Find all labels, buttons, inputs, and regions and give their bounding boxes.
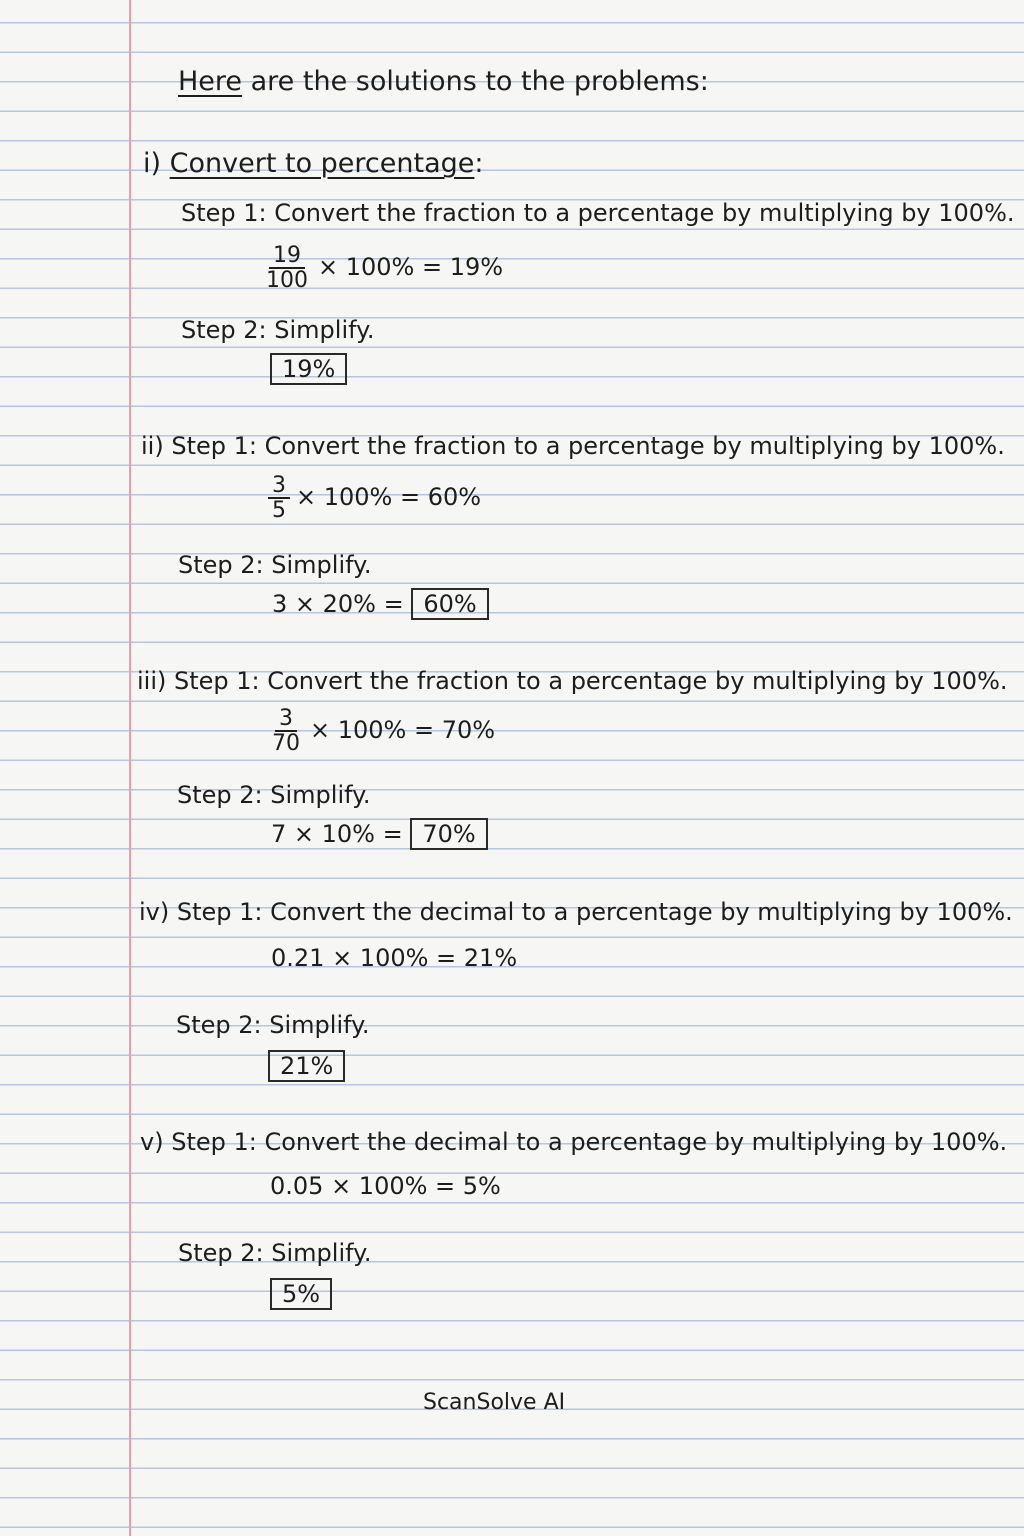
problem-2-fraction xyxy=(268,474,290,522)
problem-3-simplify-expression: 7 × 10% = xyxy=(271,820,403,848)
problem-3-label: iii) xyxy=(137,667,167,695)
footer-brand: ScanSolve AI xyxy=(423,1390,566,1415)
problem-2-denominator: 5 xyxy=(272,498,286,524)
problem-2-simplify-row xyxy=(272,590,489,618)
problem-2-step1: Step 1: Convert the fraction to a percentage by multiplying by 100%. xyxy=(171,432,1005,460)
problem-1-label: i) xyxy=(143,148,162,179)
problem-3-step1-row xyxy=(137,667,1008,695)
problem-4-answer: 21% xyxy=(268,1050,345,1082)
problem-4-label: iv) xyxy=(139,898,170,926)
problem-4-calculation: 0.21 × 100% = 21% xyxy=(271,944,518,972)
problem-1-denominator: 100 xyxy=(266,268,308,294)
problem-1-answer: 19% xyxy=(270,353,347,385)
problem-1-subtitle: Convert to percentage xyxy=(169,148,475,179)
problem-1-subtitle-colon: : xyxy=(474,148,484,179)
problem-5-answer: 5% xyxy=(270,1278,332,1310)
problem-2-step2: Step 2: Simplify. xyxy=(178,551,372,579)
problem-1-answer-row xyxy=(270,355,347,383)
problem-1-calculation xyxy=(262,244,503,292)
problem-5-step1: Step 1: Convert the decimal to a percentage by multiplying by 100%. xyxy=(171,1128,1008,1156)
problem-1-calc-expression: × 100% = 19% xyxy=(318,253,504,282)
margin-line xyxy=(129,0,131,1536)
problem-3-answer: 70% xyxy=(410,818,487,850)
problem-5-calculation: 0.05 × 100% = 5% xyxy=(270,1172,501,1200)
problem-1-step1: Step 1: Convert the fraction to a percentage by multiplying by 100%. xyxy=(181,199,1015,227)
problem-2-calc-expression: × 100% = 60% xyxy=(296,483,482,512)
problem-3-calc-expression: × 100% = 70% xyxy=(310,716,496,745)
problem-3-fraction xyxy=(268,707,304,755)
title-underlined-word: Here xyxy=(178,66,243,97)
problem-2-label: ii) xyxy=(141,432,164,460)
problem-3-numerator: 3 xyxy=(275,707,297,732)
problem-4-answer-row xyxy=(268,1052,345,1080)
problem-3-step2: Step 2: Simplify. xyxy=(177,781,371,809)
title-rest: are the solutions to the problems: xyxy=(242,66,709,97)
problem-4-step1-row xyxy=(139,898,1013,926)
problem-2-numerator: 3 xyxy=(268,474,290,499)
problem-1-step2: Step 2: Simplify. xyxy=(181,316,375,344)
problem-1-fraction xyxy=(262,244,312,292)
problem-3-simplify-row xyxy=(271,820,488,848)
problem-3-step1: Step 1: Convert the fraction to a percentage by multiplying by 100%. xyxy=(174,667,1008,695)
problem-4-step1: Step 1: Convert the decimal to a percentage by multiplying by 100%. xyxy=(176,898,1013,926)
problem-4-step2: Step 2: Simplify. xyxy=(176,1011,370,1039)
problem-5-step2: Step 2: Simplify. xyxy=(178,1239,372,1267)
problem-1-numerator: 19 xyxy=(269,244,305,269)
problem-5-label: v) xyxy=(140,1128,164,1156)
problem-3-denominator: 70 xyxy=(272,731,300,757)
problem-2-step1-row xyxy=(141,432,1005,460)
page-title xyxy=(178,66,709,97)
problem-2-calculation xyxy=(268,474,481,522)
problem-5-answer-row xyxy=(270,1280,332,1308)
problem-2-simplify-expression: 3 × 20% = xyxy=(272,590,404,618)
problem-2-answer: 60% xyxy=(411,588,488,620)
problem-3-calculation xyxy=(268,707,495,755)
problem-5-step1-row xyxy=(140,1128,1007,1156)
problem-1-heading xyxy=(143,148,484,179)
